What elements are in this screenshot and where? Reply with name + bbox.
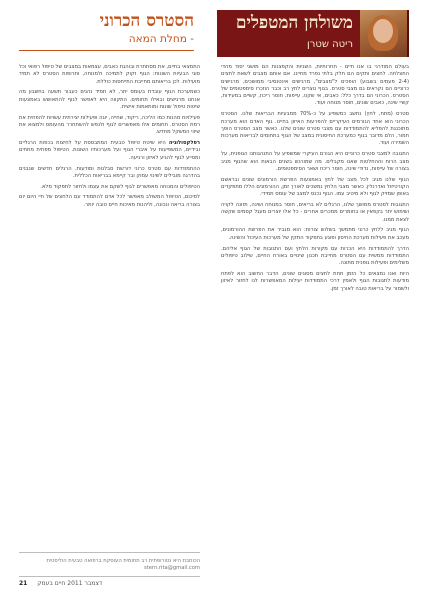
section-title: משולחן המטפלים <box>235 13 353 33</box>
credit-text: הכותבת היא נטורופתית רב תחומית העוסקת ברפואה טבעית הוליסטית <box>46 558 200 564</box>
paragraph: היות ואנו נמצאים כל הזמן תחת לחצים מסוגים שונים, הדבר החשוב הוא לפתח מודעות לתגובות הגוף ולאמץ דרכי התמודדות יעילות המאפשרות לנו לחזור לאיזון ולשמור על בריאות טובה לאורך זמן. <box>221 270 409 292</box>
paragraph: הגוף מגיב ללחץ כרוני מתמשך בשלוש צורות: הוא מגביר את הפרשת ההורמונים, מעכב את פעילות מערכת החיסון ופוגע בתפקוד התקין של מערכות העיכול והשינה. <box>221 227 409 241</box>
reflexology-paragraph <box>19 140 200 162</box>
paragraph: פעילויות מהנות כמו הליכה, ריקוד, שחייה, יוגה ופעילות יצירתית עשויות להפחית את רמת הסטרס. תחומים אלו מאפשרים לגוף ולנפש להשתחרר מהעומס ולמצוא את שיווי המשקל מחדש. <box>19 114 200 136</box>
credit-email[interactable]: stern.rita@gmail.com <box>143 565 200 572</box>
right-column <box>221 64 409 296</box>
paragraph: בעולם המודרני בו אנו חיים - תחרותיות, השגיות והקפצנות הם מושגי יסוד מהדי התצלחה. לחצים ותקים הם חלק בלתי נפרד מחיינו. אם אותם מצבים לשאת לחצים (2-4 פעמים בשבוע) הופכים ל"מצבים", מרגישים אינטנסיבי ממושכים, מרגישים כרוניים הם נקראים גם מצבי סטרס. בגוף נוצרים לחץ רב וכבר הוזכרו סימפטומים של הסטרס. הכרוני הם בדרך כלל: כאבים, אי שקט, עייפות, חוסר ריכוז, קשיים במעידות, קשיי שינה, כאבים שונים, חוסר מנוחה ועוד. <box>221 64 409 107</box>
paragraph: ההתמודדות עם סטרס כרוני דורשת סבלנות ומודעות. הרגלים חדשים שנבנים בהדרגה מובילים לשינוי עמוק ובר קיימא בבריאות הכללית. <box>19 165 200 179</box>
page-number: 21 <box>19 580 28 587</box>
author-photo <box>360 10 409 57</box>
closing-paragraph: לסיכום, הטיפול המשולב מאפשר לכל אדם להתמודד עם הלחצים של חיי היום יום בצורה בריאה ונכונה, וליהנות מאיכות חיים טובה יותר. <box>19 194 200 208</box>
paragraph: סטרס (מתח, לחץ) נחשב כמשפיע על כ-70% ממבעיות הבריאות שלנו. הסטרס הכרוני הוא אחד הגורמים העיקריים להפרעות האיזון בחיינו. גוף האדם הוא מערכת מתוכננת להפליא להתמודדות עם מצבי סטרס שונים שלנו. כאשר מצב הסטרס הופך חמור, הלם מדובר בגוף כמערכת החיסונית במצב של הגוף בתחומים לבריאות מערכות השמירה ועוד. <box>221 111 409 147</box>
left-column <box>19 64 200 213</box>
paragraph: כשמערכת הגוף עובדת בעומס יתר, לא תמיד נהנים כעבור תשעה בחשבון מה אנחנו מרגישים ובאילו תחומים. התקווה היא לאפשר לגוף להתאושש באמצעות שיטות טיפול שונות ומותאמות אישית. <box>19 89 200 110</box>
article-title: הסטרס הכרוני <box>99 11 194 31</box>
paragraph: הגוף שלנו מגיב לכל מצב של לחץ באמצעות הפרשת הורמונים שונים ובראשם הקורטיזול ואדרנלין. כאשר מצבי הלחץ נמשכים לאורך זמן, ההורמונים הללו מתפקדים באופן שמזיק לגוף ולא מיטיב עמו. הגוף נכנס למצב של עומס תמידי. <box>221 176 409 198</box>
reflexology-text: היא שיטת טיפול טבעית המתבססת על לחיצות בכפות הרגליים ובידיים, המשפיעות על איברי הגוף ועל מערכותיו השונות. הטיפול מפחית מתחים ומסייע לגוף להגיע לאיזון ורגיעה. <box>19 140 200 161</box>
article-subtitle: - מחלת המאה <box>128 33 194 45</box>
paragraph: התמצאי בחיים, את מסתתרת ובוהגת כאבים, עצמאות במצבים של טיפול רפואי וכל סוגי הבעיות השונות: הגוף זקוק לתמיכה ולמנוחה, ותרופות הסטרס לא תמיד מועילות. לכן בריאותם מחייבת התייחסות כוללת. <box>19 64 200 85</box>
title-divider <box>19 50 194 51</box>
credit-divider-top <box>19 552 200 553</box>
paragraph: הטיפולים והמנוחה מאפשרים לגוף לשקם את עצמו ולחזור לתפקוד מלא. <box>40 183 200 190</box>
paragraph: הדרך להתמודדות היא הכרות עם מקורות הלחץ ועם התגובות של הגוף אליהם. התמודדות ממשית עם הסטרס מחייבת תכנון שינויים באורח החיים, שילוב טיפולים משלימים ופעילות גופנית מתונה. <box>221 245 409 267</box>
page-footer <box>19 580 102 587</box>
paragraph: התגובה למצבי סטרס כרוניים היא הגורם העיקרי שמשפיע על התנהגותנו הגופנית, על מצב הרוח וההחלטות שאנו מקבלים. מה שמורגש בשנים הבאות הוא שהגוף מגיב בצורה של עייפות, נדודי שינה, חוסר ריכוז ושאר הסימפטומים. <box>221 151 409 172</box>
reflexology-lead: רפלקסולוגיה <box>168 140 200 147</box>
author-name: ריטה שטרן <box>306 39 353 50</box>
issue-label: דצמבר 2011 חיים בעמק <box>37 580 103 587</box>
credit-divider-bottom <box>19 576 200 577</box>
author-credit <box>19 558 200 573</box>
section-header-panel <box>217 10 409 57</box>
paragraph: התגובות לסטרס ממושך שלנו, הרגלים לא בריאים, חוסר במנוחה ושינה, תזונה לקויה ושימוש יתר בקפאין או בחומרים ממכרים אחרים - כל אלו יוצרים מעגל קסמים שקשה לצאת ממנו. <box>221 202 409 223</box>
